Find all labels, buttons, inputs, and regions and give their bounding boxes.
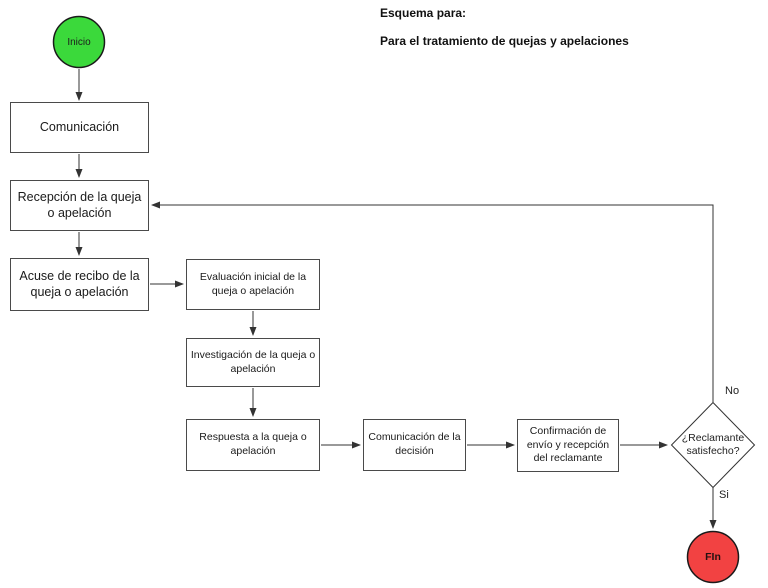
step-recepcion	[10, 180, 149, 231]
step-comunicacion-decision	[363, 419, 466, 471]
branch-label-si: Si	[719, 489, 729, 501]
end-label: FIn	[705, 551, 721, 563]
step-evaluacion-label: Evaluación inicial de la queja o apelación	[199, 270, 307, 297]
step-confirmacion-label: Confirmación de envío y recepción del reclamante	[526, 425, 610, 465]
step-acuse-de-recibo	[10, 258, 149, 311]
decision-label: ¿Reclamante satisfecho?	[681, 431, 745, 457]
step-comunicacion-label: Comunicación	[39, 119, 120, 134]
step-comunicacion	[10, 102, 149, 153]
decision-reclamante-satisfecho	[670, 401, 756, 489]
step-confirmacion-envio	[517, 419, 619, 472]
start-node	[52, 15, 106, 69]
step-investigacion-label: Investigación de la queja o apelación	[190, 348, 316, 375]
diagram-title-line2: Para el tratamiento de quejas y apelaciones	[380, 34, 629, 49]
diagram-title-line1: Esquema para:	[380, 6, 467, 20]
step-respuesta	[186, 419, 320, 471]
step-evaluacion-inicial	[186, 259, 320, 310]
start-label: Inicio	[67, 36, 91, 48]
step-comunicacion-decision-label: Comunicación de la decisión	[368, 431, 461, 457]
step-acuse-label: Acuse de recibo de la queja o apelación	[19, 269, 140, 299]
step-investigacion	[186, 338, 320, 387]
step-recepcion-label: Recepción de la queja o apelación	[17, 190, 142, 220]
step-respuesta-label: Respuesta a la queja o apelación	[199, 431, 307, 457]
diagram-title	[380, 6, 740, 49]
end-node	[686, 530, 740, 584]
branch-label-no: No	[725, 385, 740, 397]
